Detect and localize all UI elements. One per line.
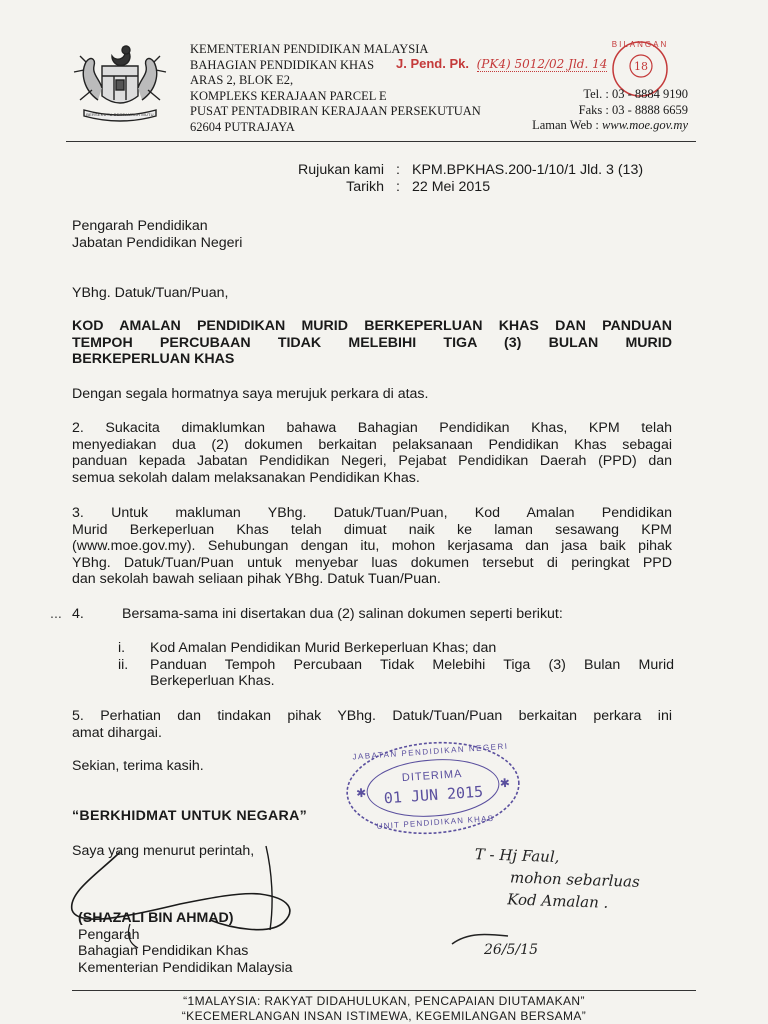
letter-date: 22 Mei 2015 bbox=[412, 178, 491, 195]
subject-line: BERKEPERLUAN KHAS bbox=[72, 351, 235, 368]
paragraph-3 bbox=[72, 505, 672, 588]
address-complex: KOMPLEKS KERAJAAN PARCEL E bbox=[190, 88, 387, 103]
paragraph-line: 2. Sukacita dimaklumkan bahawa Bahagian Pendidikan Khas, KPM telah bbox=[72, 420, 672, 436]
paragraph-line: Murid Berkeperluan Khas telah dimuat naik ke laman sesawang KPM bbox=[72, 521, 672, 538]
list-text: Panduan Tempoh Percubaan Tidak Melebihi Tiga (3) Bulan Murid bbox=[150, 656, 674, 673]
division-name: BAHAGIAN PENDIDIKAN KHAS bbox=[190, 57, 375, 72]
list-item bbox=[118, 657, 674, 690]
paragraph-5 bbox=[72, 708, 672, 741]
bilangan-value: 18 bbox=[634, 60, 648, 73]
paragraph-text: Bersama-sama ini disertakan dua (2) salinan dokumen seperti berikut: bbox=[122, 606, 563, 622]
opening-sentence: Dengan segala hormatnya saya merujuk perkara di atas. bbox=[72, 386, 429, 402]
recipient-line: Pengarah Pendidikan bbox=[72, 218, 208, 234]
website bbox=[520, 118, 688, 134]
received-stamp-label: DITERIMA bbox=[401, 767, 463, 785]
svg-text:✱: ✱ bbox=[499, 775, 511, 791]
date-row bbox=[280, 179, 700, 196]
paragraph-line: YBhg. Datuk/Tuan/Puan untuk menyebar luas dokumen tersebut di peringkat PPD bbox=[72, 554, 672, 571]
note-line: T - Hj Faul, bbox=[474, 845, 560, 867]
sign-off: Saya yang menurut perintah, bbox=[72, 843, 255, 859]
footer-slogan: “1MALAYSIA: RAKYAT DIDAHULUKAN, PENCAPAIAN DIUTAMAKAN” bbox=[183, 994, 585, 1008]
file-stamp-label: J. Pend. Pk. bbox=[396, 56, 469, 71]
paragraph-number: 4. bbox=[72, 606, 84, 622]
signatory-title: Pengarah bbox=[78, 926, 140, 943]
paragraph-line: 5. Perhatian dan tindakan pihak YBhg. Datuk/Tuan/Puan berkaitan perkara ini bbox=[72, 708, 672, 724]
list-text: Kod Amalan Pendidikan Murid Berkeperluan Khas; dan bbox=[150, 640, 497, 656]
signatory-division: Bahagian Pendidikan Khas bbox=[78, 943, 249, 960]
handwritten-note bbox=[473, 843, 641, 915]
ministry-name: KEMENTERIAN PENDIDIKAN MALAYSIA bbox=[190, 42, 429, 56]
slogan: “BERKHIDMAT UNTUK NEGARA” bbox=[72, 808, 308, 824]
subject-line: KOD AMALAN PENDIDIKAN MURID BERKEPERLUAN KHAS DAN PANDUAN bbox=[72, 318, 672, 334]
received-stamp-bottom: UNIT PENDIDIKAN KHAS bbox=[376, 813, 495, 832]
address-centre: PUSAT PENTADBIRAN KERAJAAN PERSEKUTUAN bbox=[190, 104, 481, 118]
paragraph-line: amat dihargai. bbox=[72, 724, 162, 741]
note-date: 26/5/15 bbox=[484, 942, 538, 958]
list-number: ii. bbox=[118, 656, 129, 673]
reference-number: KPM.BPKHAS.200-1/10/1 Jld. 3 (13) bbox=[412, 162, 644, 178]
list-number: i. bbox=[118, 640, 126, 656]
note-line: Kod Amalan . bbox=[506, 890, 609, 912]
received-stamp-top: JABATAN PENDIDIKAN NEGERI bbox=[352, 741, 509, 762]
signatory-block bbox=[78, 910, 293, 976]
contact-block bbox=[520, 87, 688, 134]
margin-mark: ... bbox=[50, 606, 62, 622]
paragraph-line: dan sekolah bawah seliaan pihak YBhg. Datuk Tuan/Puan. bbox=[72, 571, 441, 588]
paragraph-line: menyediakan dua (2) dokumen berkaitan pelaksanaan Pendidikan Khas sebagai bbox=[72, 436, 672, 453]
signatory-ministry: Kementerian Pendidikan Malaysia bbox=[78, 959, 293, 976]
paragraph-4 bbox=[72, 606, 672, 623]
reference-row bbox=[280, 162, 700, 179]
bilangan-label: BILANGAN bbox=[611, 40, 669, 49]
paragraph-line: 3. Untuk makluman YBhg. Datuk/Tuan/Puan, Kod Amalan Pendidikan bbox=[72, 505, 672, 521]
footer-slogan: “KECEMERLANGAN INSAN ISTIMEWA, KEGEMILANGAN BERSAMA” bbox=[181, 1009, 587, 1023]
reference-label: Rujukan kami bbox=[298, 162, 384, 178]
file-reference-stamp bbox=[396, 56, 607, 71]
svg-text:✱: ✱ bbox=[355, 785, 367, 801]
address-postcode: 62604 PUTRAJAYA bbox=[190, 119, 295, 134]
paragraph-line: (www.moe.gov.my). Sehubungan dengan itu, mohon kerjasama dan jasa baik pihak bbox=[72, 538, 672, 555]
website-url: www.moe.gov.my bbox=[602, 118, 688, 132]
subject-line: TEMPOH PERCUBAAN TIDAK MELEBIHI TIGA (3) BULAN MURID bbox=[72, 334, 672, 351]
website-label: Laman Web : bbox=[532, 118, 599, 132]
address-floor: ARAS 2, BLOK E2, bbox=[190, 73, 294, 87]
paragraph-2 bbox=[72, 420, 672, 486]
reference-separator: : bbox=[396, 162, 400, 178]
reference-block bbox=[280, 162, 700, 195]
attachment-list bbox=[118, 640, 674, 690]
tel-number: Tel. : 03 - 8884 9190 bbox=[583, 87, 688, 101]
received-stamp bbox=[341, 734, 525, 842]
recipient-block bbox=[72, 218, 242, 251]
salutation: YBhg. Datuk/Tuan/Puan, bbox=[72, 285, 229, 301]
signatory-name: (SHAZALI BIN AHMAD) bbox=[78, 910, 234, 926]
paragraph-line: panduan kepada Jabatan Pendidikan Negeri, Pejabat Pendidikan Daerah (PPD) dan bbox=[72, 453, 672, 470]
footer-divider bbox=[72, 990, 696, 991]
paragraph-line: semua sekolah dalam melaksanakan Pendidikan Khas. bbox=[72, 469, 420, 486]
footer-slogans bbox=[72, 994, 696, 1024]
crest-motto: BERSEKUTU BERTAMBAH MUTU bbox=[86, 112, 154, 117]
subject-heading bbox=[72, 318, 672, 368]
header-divider bbox=[66, 141, 696, 142]
list-item bbox=[118, 640, 674, 657]
received-stamp-date: 01 JUN 2015 bbox=[383, 782, 484, 808]
date-label: Tarikh bbox=[346, 178, 384, 195]
date-separator: : bbox=[396, 178, 400, 195]
note-line: mohon sebarluas bbox=[509, 868, 641, 891]
fax-number: Faks : 03 - 8888 6659 bbox=[578, 102, 688, 117]
file-stamp-number: (PK4) 5012/02 Jld. 14 bbox=[476, 57, 608, 71]
recipient-line: Jabatan Pendidikan Negeri bbox=[72, 234, 243, 251]
closing-line: Sekian, terima kasih. bbox=[72, 758, 204, 774]
list-text: Berkeperluan Khas. bbox=[150, 673, 275, 690]
